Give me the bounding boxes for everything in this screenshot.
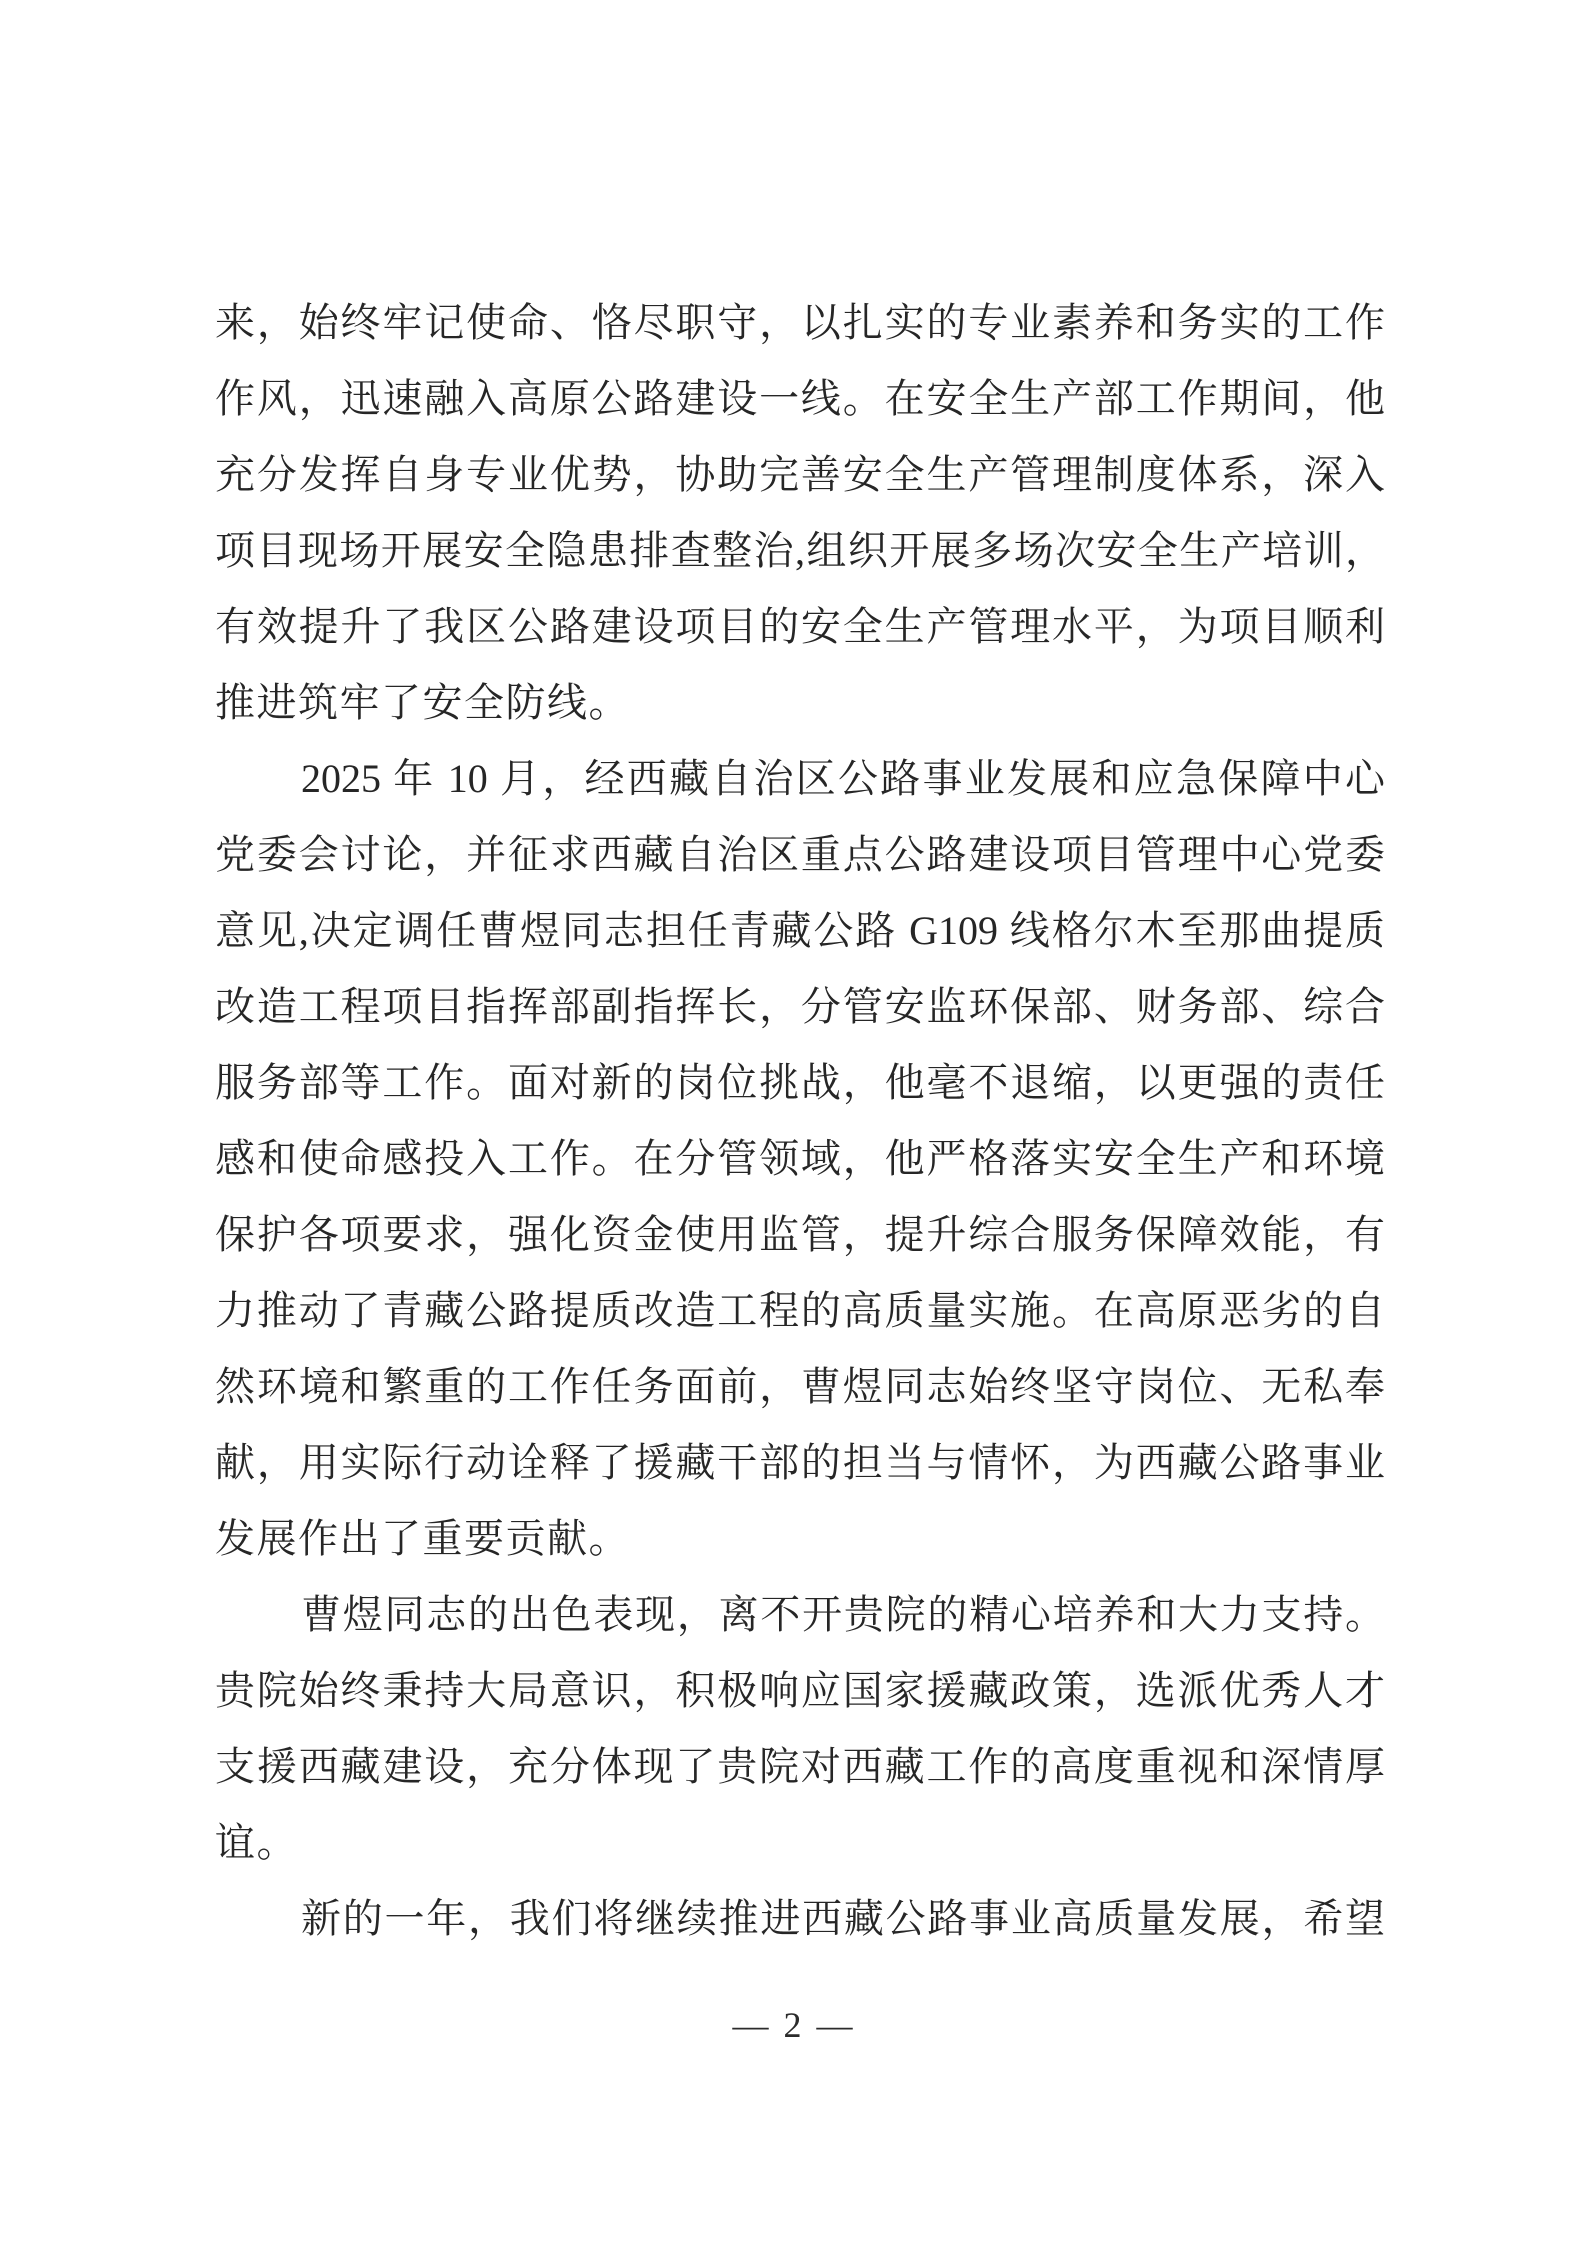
- text-line: 2025 年 10 月，经西藏自治区公路事业发展和应急保障中心: [301, 756, 1385, 801]
- text-line: 服务部等工作。面对新的岗位挑战，他毫不退缩，以更强的责任: [215, 1060, 1385, 1105]
- text-line: 改造工程项目指挥部副指挥长，分管安监环保部、财务部、综合: [215, 984, 1385, 1029]
- text-line: 献，用实际行动诠释了援藏干部的担当与情怀，为西藏公路事业: [215, 1440, 1385, 1485]
- text-line: 然环境和繁重的工作任务面前，曹煜同志始终坚守岗位、无私奉: [215, 1364, 1385, 1409]
- page-number: — 2 —: [732, 2005, 856, 2045]
- text-line: 支援西藏建设，充分体现了贵院对西藏工作的高度重视和深情厚: [215, 1744, 1385, 1789]
- text-line: 感和使命感投入工作。在分管领域，他严格落实安全生产和环境: [215, 1136, 1385, 1181]
- text-line: 项目现场开展安全隐患排查整治,组织开展多场次安全生产培训，: [215, 528, 1385, 573]
- text-line: 谊。: [215, 1820, 298, 1865]
- text-line: 有效提升了我区公路建设项目的安全生产管理水平，为项目顺利: [215, 604, 1385, 649]
- text-line: 新的一年，我们将继续推进西藏公路事业高质量发展，希望: [301, 1896, 1385, 1941]
- text-line: 意见,决定调任曹煜同志担任青藏公路 G109 线格尔木至那曲提质: [215, 908, 1385, 953]
- text-line: 贵院始终秉持大局意识，积极响应国家援藏政策，选派优秀人才: [215, 1668, 1385, 1713]
- text-line: 作风，迅速融入高原公路建设一线。在安全生产部工作期间，他: [215, 376, 1385, 421]
- body-text: [215, 285, 1385, 1957]
- text-line: 保护各项要求，强化资金使用监管，提升综合服务保障效能，有: [215, 1212, 1385, 1257]
- text-line: 来，始终牢记使命、恪尽职守，以扎实的专业素养和务实的工作: [215, 300, 1385, 345]
- text-line: 充分发挥自身专业优势，协助完善安全生产管理制度体系，深入: [215, 452, 1385, 497]
- text-line: 曹煜同志的出色表现，离不开贵院的精心培养和大力支持。: [301, 1592, 1385, 1637]
- text-line: 推进筑牢了安全防线。: [215, 680, 630, 725]
- text-line: 发展作出了重要贡献。: [215, 1516, 630, 1561]
- text-line: 党委会讨论，并征求西藏自治区重点公路建设项目管理中心党委: [215, 832, 1385, 877]
- text-line: 力推动了青藏公路提质改造工程的高质量实施。在高原恶劣的自: [215, 1288, 1385, 1333]
